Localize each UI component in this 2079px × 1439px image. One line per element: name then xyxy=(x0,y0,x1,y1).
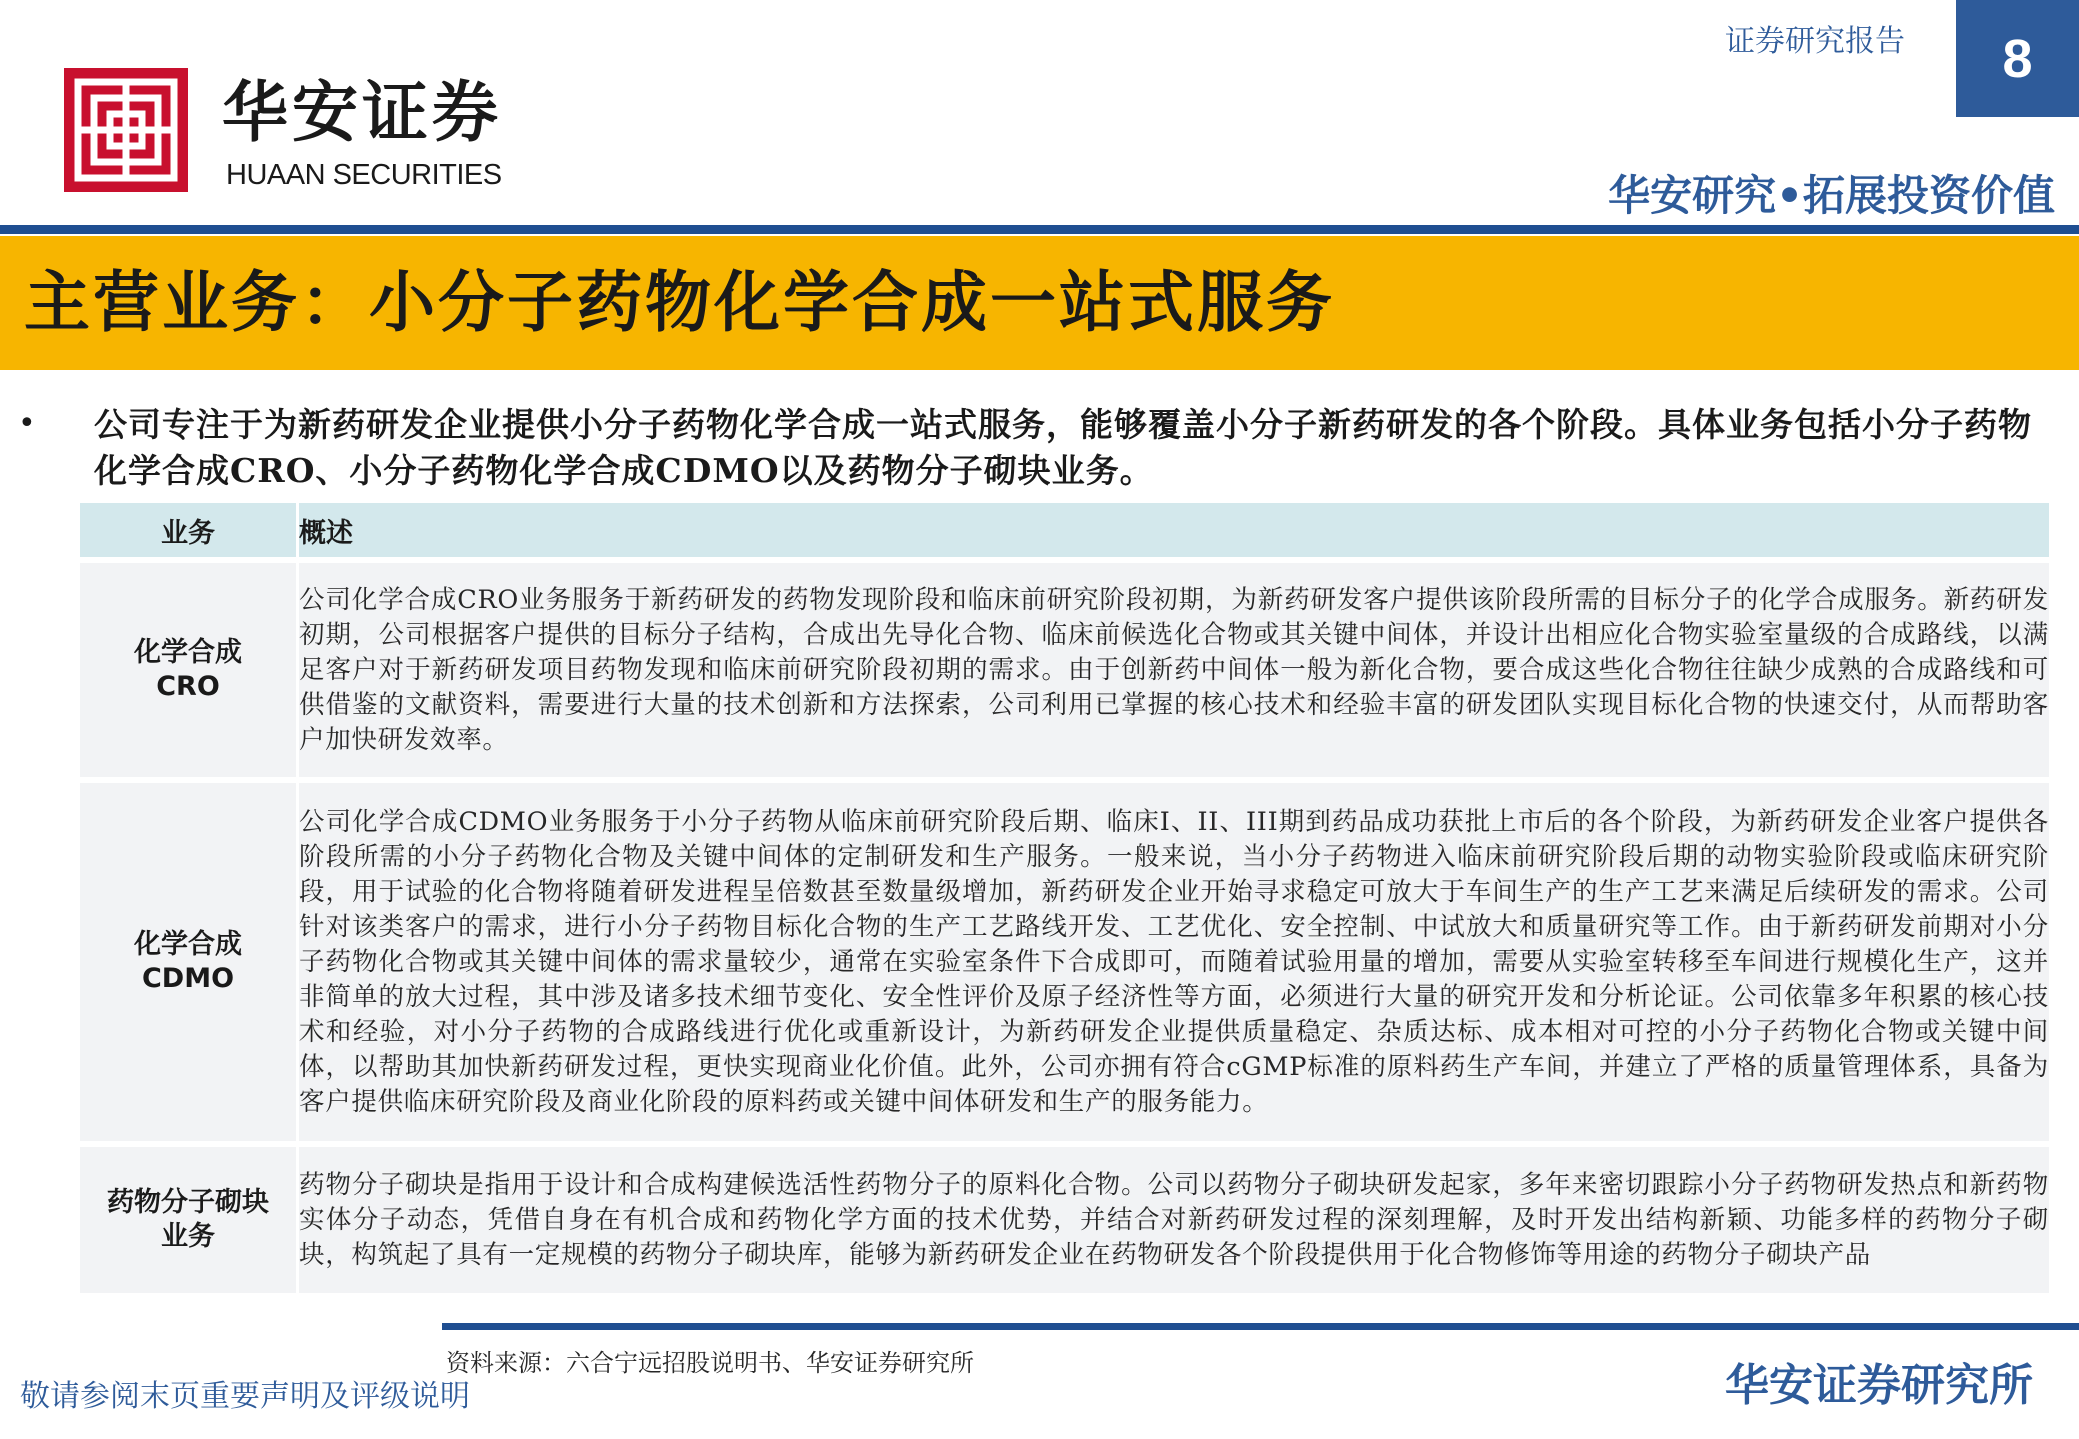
business-name-line: 业务 xyxy=(161,1221,215,1252)
business-table xyxy=(80,497,2049,1299)
business-name-line: 化学合成 xyxy=(134,929,242,960)
business-name-line: 化学合成 xyxy=(134,637,242,668)
business-name-cell xyxy=(80,783,299,1141)
header-divider xyxy=(0,225,2079,234)
bullet-icon: • xyxy=(18,406,36,441)
intro-paragraph: 公司专注于为新药研发企业提供小分子药物化学合成一站式服务，能够覆盖小分子新药研发的各个阶段。具体业务包括小分子药物化学合成CRO、小分子药物化学合成CDMO以及药物分子砌块业务。 xyxy=(94,405,2032,490)
table-header-row xyxy=(80,503,2049,557)
institute-name: 华安证券研究所 xyxy=(1725,1360,2033,1411)
business-name-line: CRO xyxy=(156,671,220,702)
page-number-badge: 8 xyxy=(1956,0,2079,117)
source-note: 资料来源：六合宁远招股说明书、华安证券研究所 xyxy=(446,1349,974,1377)
business-description-cell: 公司化学合成CRO业务服务于新药研发的药物发现阶段和临床前研究阶段初期，为新药研发客户提供该阶段所需的目标分子的化学合成服务。新药研发初期，公司根据客户提供的目标分子结构，合成出先导化合物、临床前候选化合物或其关键中间体，并设计出相应化合物实验室量级的合成路线，以满足客户对于新药研发项目药物发现和临床前研究阶段初期的需求。由于创新药中间体一般为新化合物，要合成这些化合物往往缺少成熟的合成路线和可供借鉴的文献资料，需要进行大量的技术创新和方法探索，公司利用已掌握的核心技术和经验丰富的研发团队实现目标化合物的快速交付，从而帮助客户加快研发效率。 xyxy=(299,563,2049,777)
report-type-label: 证券研究报告 xyxy=(1725,24,1905,59)
logo-chinese-name: 华安证券 xyxy=(222,73,502,151)
business-description-cell: 药物分子砌块是指用于设计和合成构建候选活性药物分子的原料化合物。公司以药物分子砌块研发起家，多年来密切跟踪小分子药物研发热点和新药物实体分子动态，凭借自身在有机合成和药物化学方面的技术优势，并结合对新药研发过程的深刻理解，及时开发出结构新颖、功能多样的药物分子砌块，构筑起了具有一定规模的药物分子砌块库，能够为新药研发企业在药物研发各个阶段提供用于化合物修饰等用途的药物分子砌块产品 xyxy=(299,1147,2049,1293)
business-name-cell xyxy=(80,1147,299,1293)
logo-english-name: HUAAN SECURITIES xyxy=(226,159,502,191)
header-overview: 概述 xyxy=(299,503,2049,557)
disclaimer-link[interactable]: 敬请参阅末页重要声明及评级说明 xyxy=(20,1379,470,1414)
business-name-line: 药物分子砌块 xyxy=(107,1187,269,1218)
header-business: 业务 xyxy=(80,503,299,557)
business-name-cell xyxy=(80,563,299,777)
table-row xyxy=(80,1147,2049,1293)
footer-divider xyxy=(442,1323,2079,1330)
business-name-line: CDMO xyxy=(141,963,235,994)
table-row xyxy=(80,783,2049,1141)
business-description-cell: 公司化学合成CDMO业务服务于小分子药物从临床前研究阶段后期、临床I、II、III期到药品成功获批上市后的各个阶段，为新药研发企业客户提供各阶段所需的小分子药物化合物及关键中间体的定制研发和生产服务。一般来说，当小分子药物进入临床前研究阶段后期的动物实验阶段或临床研究阶段，用于试验的化合物将随着研发进程呈倍数甚至数量级增加，新药研发企业开始寻求稳定可放大于车间生产的生产工艺来满足后续研发的需求。公司针对该类客户的需求，进行小分子药物目标化合物的生产工艺路线开发、工艺优化、安全控制、中试放大和质量研究等工作。由于新药研发前期对小分子药物化合物或其关键中间体的需求量较少，通常在实验室条件下合成即可，而随着试验用量的增加，需要从实验室转移至车间进行规模化生产，这并非简单的放大过程，其中涉及诸多技术细节变化、安全性评价及原子经济性等方面，必须进行大量的研究开发和分析论证。公司依靠多年积累的核心技术和经验，对小分子药物的合成路线进行优化或重新设计，为新药研发企业提供质量稳定、杂质达标、成本相对可控的小分子药物化合物或关键中间体，以帮助其加快新药研发过程，更快实现商业化价值。此外，公司亦拥有符合cGMP标准的原料药生产车间，并建立了严格的质量管理体系，具备为客户提供临床研究阶段及商业化阶段的原料药或关键中间体研发和生产的服务能力。 xyxy=(299,783,2049,1141)
slogan: 华安研究•拓展投资价值 xyxy=(1608,171,2055,220)
title-band xyxy=(0,236,2079,370)
huaan-logo-icon xyxy=(64,68,188,192)
page-title: 主营业务：小分子药物化学合成一站式服务 xyxy=(24,264,1335,341)
table-row xyxy=(80,563,2049,777)
